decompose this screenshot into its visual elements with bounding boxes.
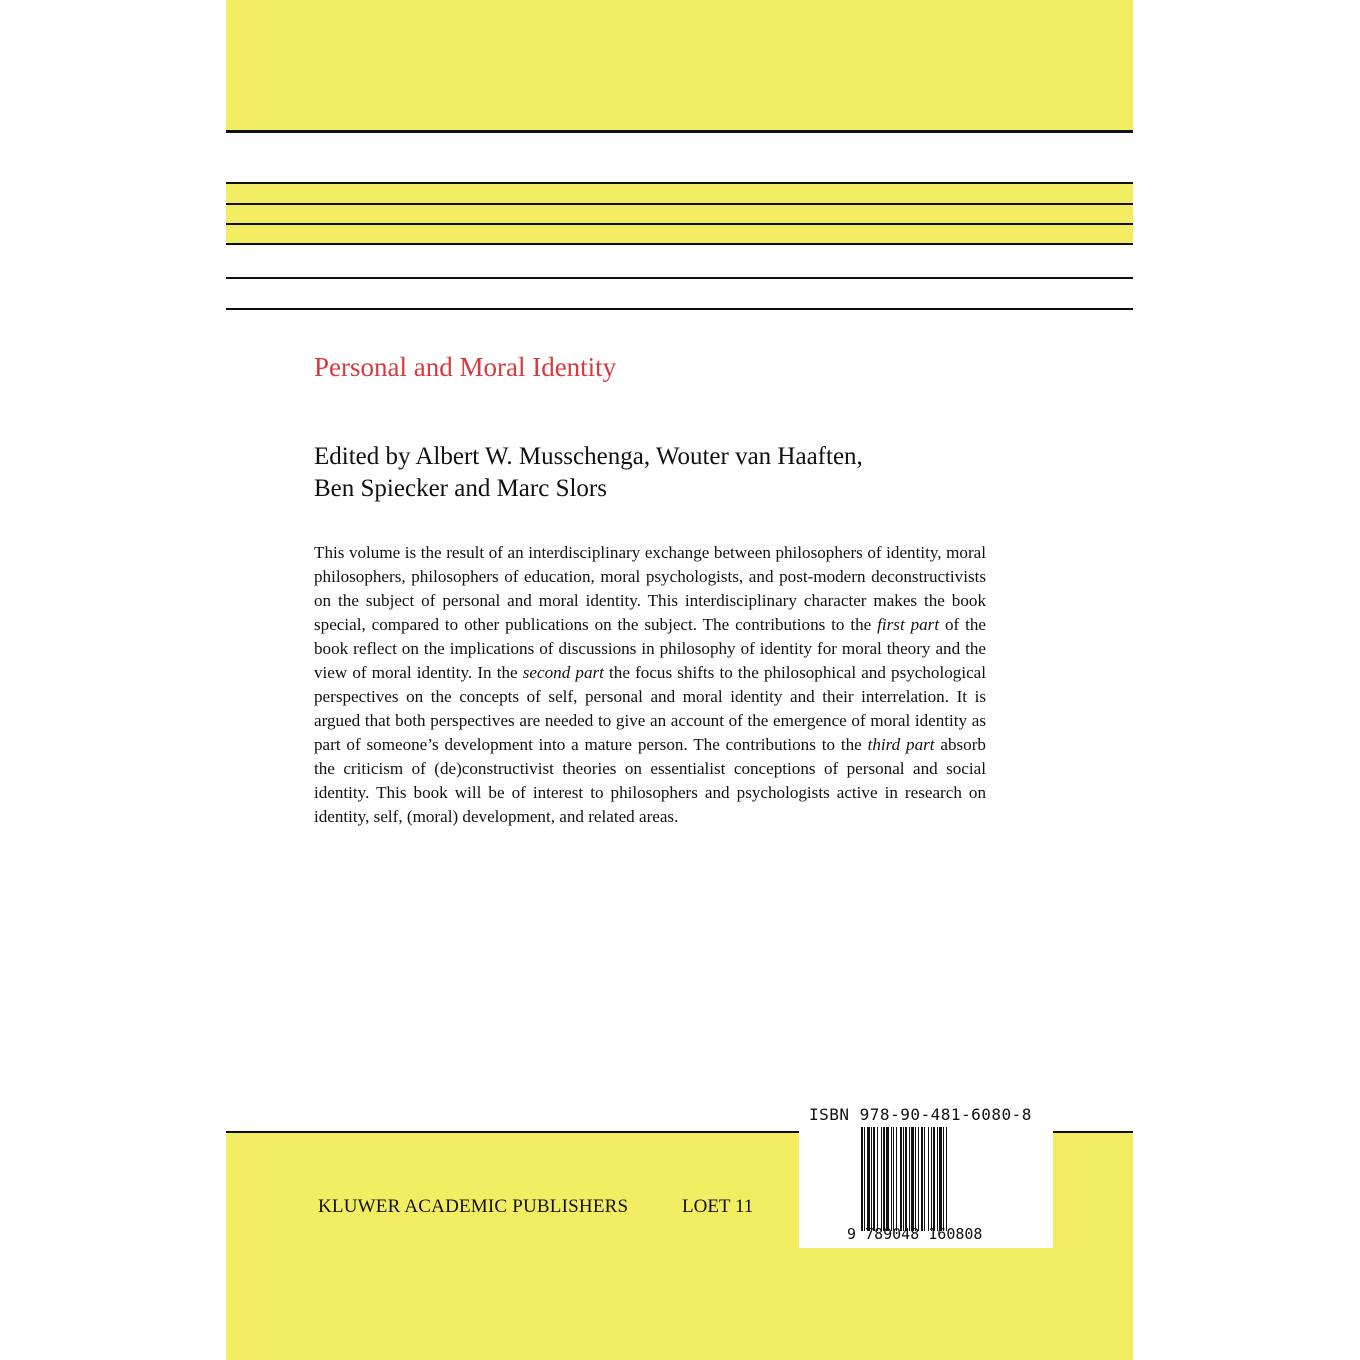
divider-line — [226, 203, 1133, 205]
divider-line — [226, 130, 1133, 133]
divider-line — [226, 277, 1133, 279]
book-back-cover — [226, 0, 1133, 1360]
divider-line — [226, 182, 1133, 184]
divider-line — [226, 223, 1133, 225]
divider-line — [226, 308, 1133, 310]
description-text: of the book reflect on the implications of discussions in philosophy of identity for moral theory and the view of moral identity. In the — [314, 615, 987, 682]
editors-line: Ben Spiecker and Marc Slors — [314, 475, 607, 502]
description-emphasis: first part — [877, 615, 940, 634]
book-title: Personal and Moral Identity — [314, 352, 617, 382]
barcode-panel — [799, 1103, 1053, 1248]
series-label: LOET 11 — [682, 1196, 754, 1217]
description-emphasis: second part — [522, 663, 604, 682]
editors — [314, 441, 863, 505]
isbn-label: ISBN 978-90-481-6080-8 — [809, 1105, 1032, 1124]
editors-line: Edited by Albert W. Musschenga, Wouter van Haaften, — [314, 443, 863, 470]
description-emphasis: third part — [867, 735, 935, 754]
book-description — [314, 541, 986, 829]
divider-line — [226, 243, 1133, 245]
description-text: the focus shifts to the philosophical and psychological perspectives on the concepts of self, personal and moral identity and their interrelation. It is argued that both perspectives are needed to give an account of the emergence of moral identity as part of someone’s development into a mature person. The contributions to the — [314, 663, 986, 754]
publisher-name: KLUWER ACADEMIC PUBLISHERS — [318, 1196, 629, 1217]
top-yellow-band — [226, 0, 1133, 130]
barcode-icon — [861, 1127, 1001, 1231]
description-text: absorb the criticism of (de)constructivist theories on essentialist conceptions of personal and social identity. This book will be of interest to philosophers and psychologists active in research on identity, self, (moral) development, and related areas. — [314, 735, 986, 826]
description-text: This volume is the result of an interdisciplinary exchange between philosophers of identity, moral philosophers, philosophers of education, moral psychologists, and post-modern deconstructivists on the subject of personal and moral identity. This interdisciplinary character makes the book special, compared to other publications on the subject. The contributions to the — [314, 543, 986, 634]
barcode-digits: 9 789048 160808 — [847, 1225, 983, 1243]
yellow-stripe-block — [226, 184, 1133, 243]
